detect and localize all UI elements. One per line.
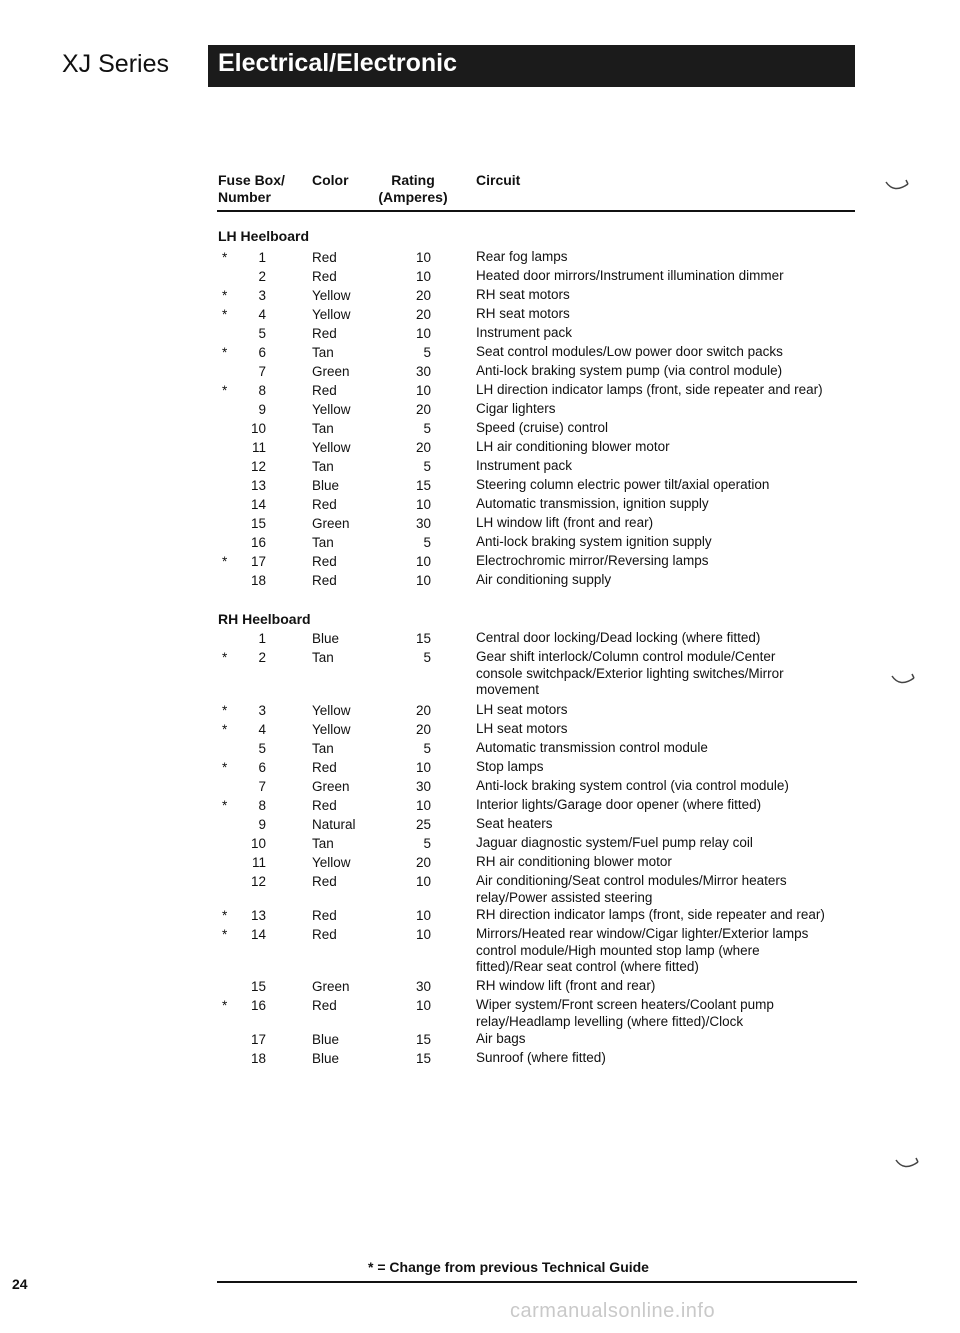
fuse-number: 15 [250, 979, 266, 994]
fuse-color: Red [312, 998, 337, 1013]
table-row [0, 740, 960, 758]
fuse-color: Tan [312, 741, 334, 756]
fuse-color: Yellow [312, 288, 351, 303]
fuse-number: 2 [258, 269, 266, 284]
change-marker: * [222, 383, 228, 398]
table-row [0, 978, 960, 996]
fuse-circuit: Jaguar diagnostic system/Fuel pump relay coil [476, 835, 753, 850]
fuse-color: Green [312, 779, 350, 794]
table-row [0, 835, 960, 853]
fuse-circuit: Electrochromic mirror/Reversing lamps [476, 553, 709, 568]
fuse-circuit: Speed (cruise) control [476, 420, 609, 435]
fuse-circuit: Air conditioning/Seat control modules/Mirror heaters relay/Power assisted steering [476, 873, 787, 905]
fuse-color: Red [312, 269, 337, 284]
table-row [0, 439, 960, 457]
fuse-number: 1 [258, 631, 266, 646]
fuse-number: 5 [258, 741, 266, 756]
fuse-circuit: Cigar lighters [476, 401, 556, 416]
fuse-rating: 10 [415, 798, 431, 813]
fuse-color: Red [312, 573, 337, 588]
fuse-rating: 10 [415, 497, 431, 512]
change-marker: * [222, 250, 228, 265]
fuse-rating: 10 [415, 554, 431, 569]
fuse-number: 18 [250, 573, 266, 588]
table-row [0, 997, 960, 1029]
table-row [0, 778, 960, 796]
fuse-circuit: Anti-lock braking system pump (via control module) [476, 363, 783, 378]
table-row [0, 907, 960, 925]
fuse-number: 10 [250, 836, 266, 851]
table-row [0, 816, 960, 834]
fuse-number: 16 [250, 535, 266, 550]
table-row [0, 496, 960, 514]
fuse-circuit: Mirrors/Heated rear window/Cigar lighter/Exterior lamps control module/High mounted stop lamp (where fitted)/Rear seat control (where fitted) [476, 926, 809, 974]
fuse-circuit: Interior lights/Garage door opener (where fitted) [476, 797, 762, 812]
table-row [0, 458, 960, 476]
fuse-circuit: LH seat motors [476, 702, 568, 717]
table-row [0, 268, 960, 286]
fuse-number: 8 [258, 798, 266, 813]
fuse-rating: 5 [423, 650, 431, 665]
fuse-color: Yellow [312, 307, 351, 322]
fuse-circuit: LH direction indicator lamps (front, side repeater and rear) [476, 382, 823, 397]
fuse-number: 2 [258, 650, 266, 665]
fuse-circuit: Automatic transmission, ignition supply [476, 496, 709, 511]
table-row [0, 401, 960, 419]
fuse-rating: 15 [415, 478, 431, 493]
table-row [0, 249, 960, 267]
fuse-rating: 10 [415, 998, 431, 1013]
fuse-rating: 20 [415, 402, 431, 417]
fuse-number: 16 [250, 998, 266, 1013]
fuse-color: Green [312, 979, 350, 994]
table-row [0, 420, 960, 438]
fuse-number: 4 [258, 307, 266, 322]
fuse-circuit: Central door locking/Dead locking (where fitted) [476, 630, 761, 645]
fuse-number: 1 [258, 250, 266, 265]
table-row [0, 534, 960, 552]
change-marker: * [222, 722, 228, 737]
fuse-color: Tan [312, 459, 334, 474]
fuse-rating: 10 [415, 573, 431, 588]
fuse-rating: 20 [415, 703, 431, 718]
change-marker: * [222, 650, 228, 665]
fuse-color: Red [312, 497, 337, 512]
fuse-color: Red [312, 798, 337, 813]
fuse-color: Blue [312, 631, 340, 646]
fuse-number: 13 [250, 908, 266, 923]
fuse-rating: 5 [423, 421, 431, 436]
fuse-color: Green [312, 516, 350, 531]
fuse-rating: 25 [415, 817, 431, 832]
table-row [0, 344, 960, 362]
column-header-fuse [218, 172, 285, 206]
fuse-color: Yellow [312, 703, 351, 718]
fuse-color: Tan [312, 345, 334, 360]
change-marker: * [222, 307, 228, 322]
fuse-color: Natural [312, 817, 356, 832]
fuse-number: 11 [251, 855, 266, 870]
fuse-circuit: RH seat motors [476, 306, 570, 321]
table-row [0, 759, 960, 777]
fuse-rating: 20 [415, 288, 431, 303]
fuse-color: Tan [312, 650, 334, 665]
fuse-color: Red [312, 874, 337, 889]
fuse-rating: 30 [415, 516, 431, 531]
column-header-fuse-line2: Number [218, 189, 271, 205]
fuse-circuit: LH seat motors [476, 721, 568, 736]
fuse-rating: 10 [415, 874, 431, 889]
fuse-number: 10 [250, 421, 266, 436]
fuse-number: 9 [258, 402, 266, 417]
footnote: * = Change from previous Technical Guide [368, 1259, 649, 1275]
fuse-rating: 30 [415, 364, 431, 379]
header-rule [217, 210, 855, 212]
fuse-color: Yellow [312, 402, 351, 417]
fuse-circuit: LH air conditioning blower motor [476, 439, 670, 454]
fuse-color: Red [312, 383, 337, 398]
change-marker: * [222, 760, 228, 775]
fuse-color: Red [312, 908, 337, 923]
fuse-circuit: Instrument pack [476, 458, 573, 473]
fuse-rating: 5 [423, 836, 431, 851]
table-row [0, 1031, 960, 1049]
footer-rule [217, 1281, 857, 1283]
table-row [0, 797, 960, 815]
column-header-fuse-line1: Fuse Box/ [218, 172, 285, 188]
change-marker: * [222, 927, 228, 942]
fuse-circuit: Wiper system/Front screen heaters/Coolant pump relay/Headlamp levelling (where fitted)/Clock [476, 997, 774, 1029]
fuse-color: Tan [312, 836, 334, 851]
table-row [0, 649, 960, 697]
punch-hole-mark [894, 1156, 920, 1172]
fuse-rating: 10 [415, 250, 431, 265]
group-title-lh-heelboard: LH Heelboard [218, 228, 310, 244]
fuse-number: 12 [250, 874, 266, 889]
fuse-circuit: RH direction indicator lamps (front, side repeater and rear) [476, 907, 825, 922]
fuse-circuit: LH window lift (front and rear) [476, 515, 654, 530]
column-header-circuit: Circuit [476, 172, 521, 188]
fuse-rating: 10 [415, 908, 431, 923]
change-marker: * [222, 908, 228, 923]
table-row [0, 721, 960, 739]
fuse-color: Yellow [312, 440, 351, 455]
column-header-color: Color [312, 172, 349, 188]
watermark: carmanualsonline.info [510, 1300, 716, 1322]
fuse-number: 11 [251, 440, 266, 455]
fuse-number: 7 [258, 779, 266, 794]
punch-hole-mark [884, 178, 910, 194]
change-marker: * [222, 798, 228, 813]
fuse-color: Blue [312, 1032, 340, 1047]
fuse-rating: 10 [415, 927, 431, 942]
fuse-circuit: Rear fog lamps [476, 249, 568, 264]
fuse-rating: 20 [415, 855, 431, 870]
fuse-rating: 5 [423, 459, 431, 474]
fuse-circuit: Gear shift interlock/Column control module/Center console switchpack/Exterior lighting switches/Mirror movement [476, 649, 784, 697]
fuse-rating: 30 [415, 779, 431, 794]
page-number: 24 [12, 1276, 28, 1292]
fuse-color: Red [312, 326, 337, 341]
fuse-number: 14 [250, 927, 266, 942]
fuse-color: Red [312, 927, 337, 942]
fuse-number: 17 [250, 1032, 266, 1047]
fuse-rating: 5 [423, 535, 431, 550]
fuse-rating: 20 [415, 440, 431, 455]
fuse-circuit: Anti-lock braking system ignition supply [476, 534, 712, 549]
fuse-color: Yellow [312, 855, 351, 870]
table-row [0, 306, 960, 324]
section-title: Electrical/Electronic [208, 45, 855, 87]
fuse-circuit: Automatic transmission control module [476, 740, 708, 755]
fuse-color: Green [312, 364, 350, 379]
table-row [0, 363, 960, 381]
fuse-rating: 10 [415, 383, 431, 398]
fuse-color: Yellow [312, 722, 351, 737]
fuse-number: 5 [258, 326, 266, 341]
fuse-circuit: Steering column electric power tilt/axial operation [476, 477, 770, 492]
fuse-circuit: Anti-lock braking system control (via control module) [476, 778, 789, 793]
change-marker: * [222, 554, 228, 569]
fuse-number: 8 [258, 383, 266, 398]
table-row [0, 382, 960, 400]
table-row [0, 572, 960, 590]
change-marker: * [222, 703, 228, 718]
fuse-color: Tan [312, 421, 334, 436]
fuse-circuit: RH window lift (front and rear) [476, 978, 656, 993]
table-row [0, 325, 960, 343]
fuse-color: Red [312, 760, 337, 775]
table-row [0, 854, 960, 872]
fuse-number: 17 [250, 554, 266, 569]
group-title-rh-heelboard: RH Heelboard [218, 611, 311, 627]
fuse-rating: 15 [415, 1051, 431, 1066]
fuse-circuit: Seat control modules/Low power door switch packs [476, 344, 783, 359]
table-row [0, 553, 960, 571]
fuse-circuit: Air bags [476, 1031, 526, 1046]
fuse-rating: 10 [415, 326, 431, 341]
table-row [0, 873, 960, 905]
fuse-color: Blue [312, 1051, 340, 1066]
punch-hole-mark [890, 672, 916, 688]
change-marker: * [222, 288, 228, 303]
fuse-rating: 15 [415, 631, 431, 646]
fuse-circuit: Seat heaters [476, 816, 553, 831]
fuse-number: 18 [250, 1051, 266, 1066]
fuse-color: Tan [312, 535, 334, 550]
table-row [0, 287, 960, 305]
fuse-rating: 5 [423, 345, 431, 360]
fuse-color: Red [312, 554, 337, 569]
fuse-circuit: Sunroof (where fitted) [476, 1050, 606, 1065]
fuse-number: 6 [258, 345, 266, 360]
fuse-number: 9 [258, 817, 266, 832]
fuse-rating: 20 [415, 307, 431, 322]
fuse-number: 15 [250, 516, 266, 531]
column-header-rating-line2: (Amperes) [378, 189, 448, 205]
fuse-circuit: Instrument pack [476, 325, 573, 340]
column-header-rating [368, 172, 458, 206]
column-header-rating-line1: Rating [391, 172, 435, 188]
table-row [0, 926, 960, 974]
fuse-rating: 5 [423, 741, 431, 756]
fuse-circuit: Air conditioning supply [476, 572, 612, 587]
fuse-circuit: RH air conditioning blower motor [476, 854, 672, 869]
fuse-rating: 10 [415, 760, 431, 775]
fuse-rating: 20 [415, 722, 431, 737]
table-row [0, 702, 960, 720]
change-marker: * [222, 345, 228, 360]
table-row [0, 515, 960, 533]
table-row [0, 1050, 960, 1068]
fuse-circuit: Heated door mirrors/Instrument illumination dimmer [476, 268, 784, 283]
change-marker: * [222, 998, 228, 1013]
fuse-number: 7 [258, 364, 266, 379]
fuse-rating: 10 [415, 269, 431, 284]
fuse-circuit: Stop lamps [476, 759, 544, 774]
fuse-number: 6 [258, 760, 266, 775]
fuse-number: 14 [250, 497, 266, 512]
fuse-circuit: RH seat motors [476, 287, 570, 302]
table-row [0, 477, 960, 495]
fuse-number: 13 [250, 478, 266, 493]
table-row [0, 630, 960, 648]
fuse-rating: 30 [415, 979, 431, 994]
fuse-number: 3 [258, 288, 266, 303]
fuse-number: 12 [250, 459, 266, 474]
fuse-color: Blue [312, 478, 340, 493]
fuse-number: 4 [258, 722, 266, 737]
fuse-color: Red [312, 250, 337, 265]
fuse-rating: 15 [415, 1032, 431, 1047]
fuse-number: 3 [258, 703, 266, 718]
series-title: XJ Series [62, 50, 169, 78]
